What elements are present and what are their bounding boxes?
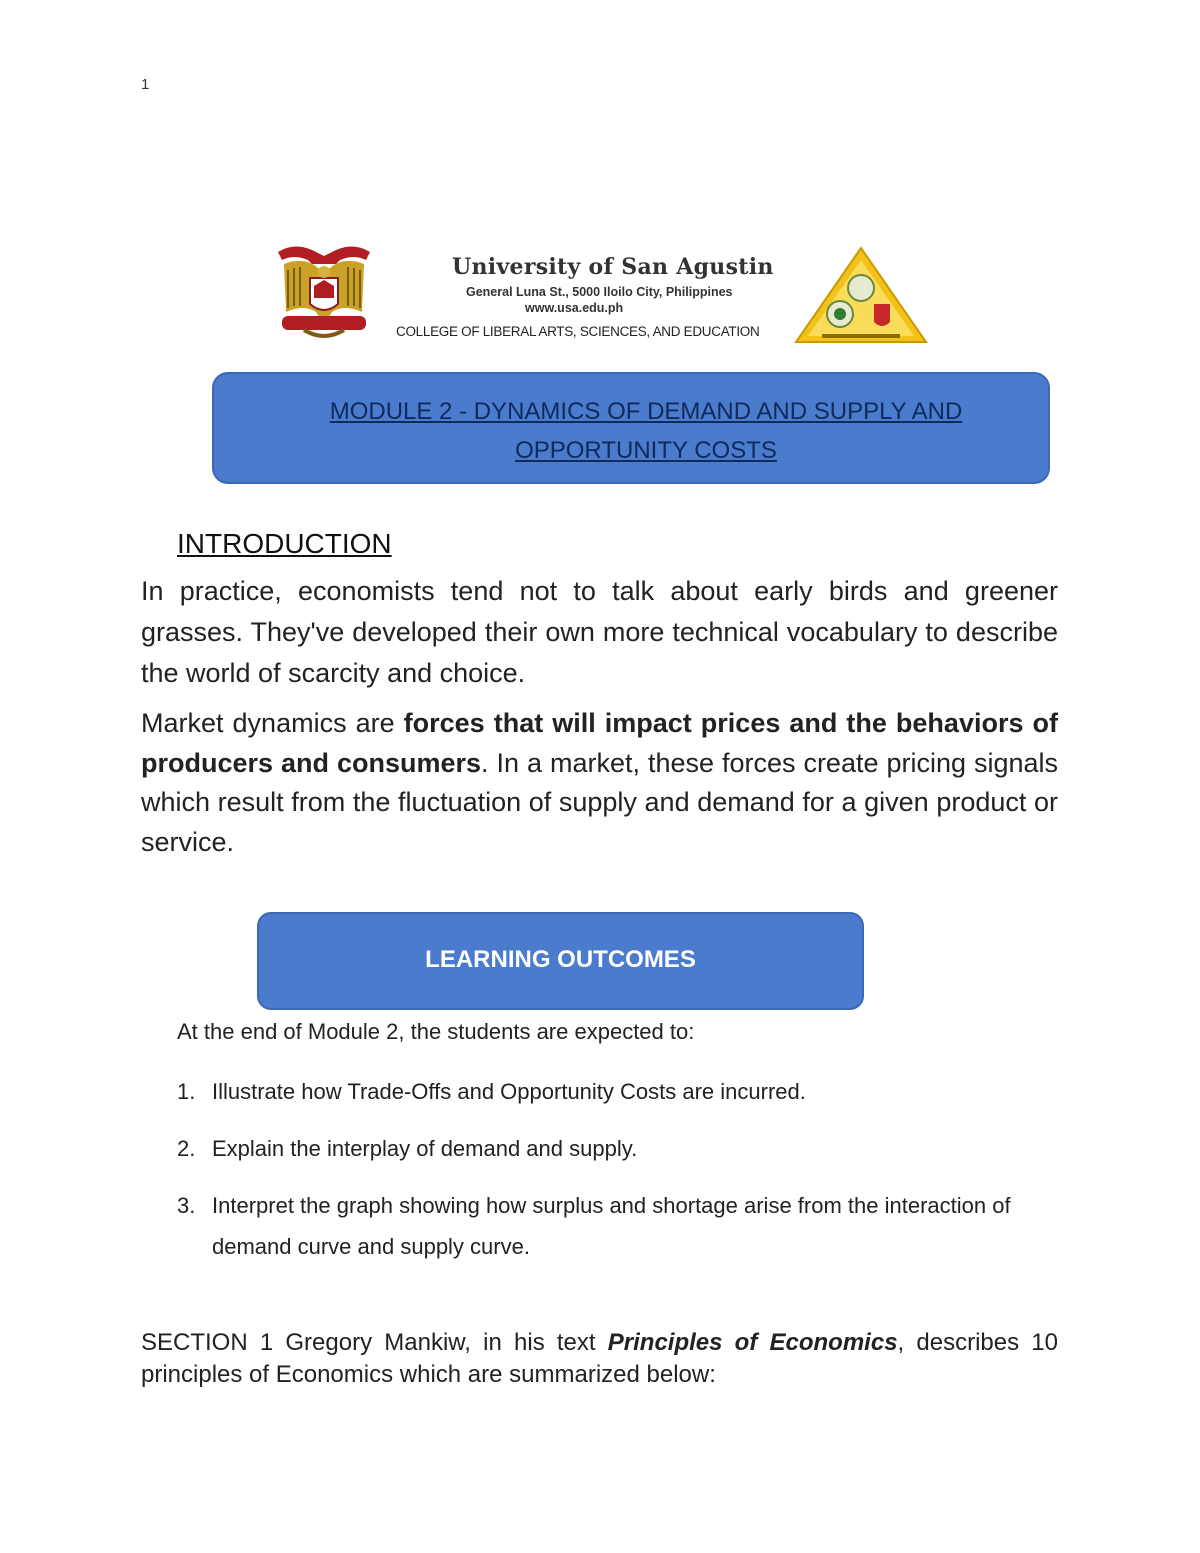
learning-outcomes-title: LEARNING OUTCOMES: [425, 946, 696, 973]
introduction-heading: INTRODUCTION: [177, 528, 392, 559]
paragraph-2-end: . In a market, these forces create pricing signals which result from the fluctuation of supply and demand for a given product or service.: [141, 747, 1058, 857]
list-item-number: 1.: [177, 1079, 196, 1104]
book-title: Principles of Economics: [607, 1329, 898, 1356]
paragraph-2-bold: forces that will impact prices and the behaviors of producers and consumers: [141, 708, 1058, 778]
list-item: [177, 1185, 1057, 1267]
list-item-text: Illustrate how Trade-Offs and Opportunity Costs are incurred.: [212, 1079, 806, 1104]
list-item-text: Interpret the graph showing how surplus and shortage arise from the interaction of demand curve and supply curve.: [212, 1193, 1011, 1259]
section-1-end: , describes 10 principles of Economics which are summarized below:: [141, 1329, 1058, 1388]
page-number: 1: [141, 76, 150, 93]
introduction-paragraph-1: In practice, economists tend not to talk about early birds and greener grasses. They've developed their own more technical vocabulary to describe the world of scarcity and choice.: [141, 576, 1058, 688]
learning-outcomes-intro: At the end of Module 2, the students are expected to:: [177, 1019, 695, 1044]
college-triangle-logo: [794, 246, 928, 344]
college-name: COLLEGE OF LIBERAL ARTS, SCIENCES, AND EDUCATION: [396, 324, 760, 339]
list-item-number: 2.: [177, 1136, 196, 1161]
list-item: [177, 1128, 1057, 1169]
university-crest-logo: [274, 242, 374, 346]
module-title: [214, 392, 1048, 470]
learning-outcomes-box: [257, 912, 864, 1010]
university-header: [272, 242, 932, 350]
module-title-box: [212, 372, 1050, 484]
module-title-line1: MODULE 2 - DYNAMICS OF DEMAND AND SUPPLY AND: [329, 398, 963, 425]
section-1-paragraph: [141, 1327, 1058, 1391]
module-title-line2: OPPORTUNITY COSTS: [515, 437, 777, 464]
paragraph-2-start: Market dynamics are: [141, 708, 404, 738]
list-item-number: 3.: [177, 1193, 196, 1218]
list-item: [177, 1071, 1057, 1112]
university-address: General Luna St., 5000 Iloilo City, Philippines: [466, 285, 733, 299]
learning-outcomes-list: [177, 1071, 1057, 1283]
list-item-text: Explain the interplay of demand and supply.: [212, 1136, 638, 1161]
introduction-paragraph-2: [141, 704, 1058, 862]
university-name: University of San Agustin: [452, 254, 774, 280]
section-1-start: SECTION 1 Gregory Mankiw, in his text: [141, 1329, 608, 1356]
university-website: www.usa.edu.ph: [525, 301, 624, 315]
